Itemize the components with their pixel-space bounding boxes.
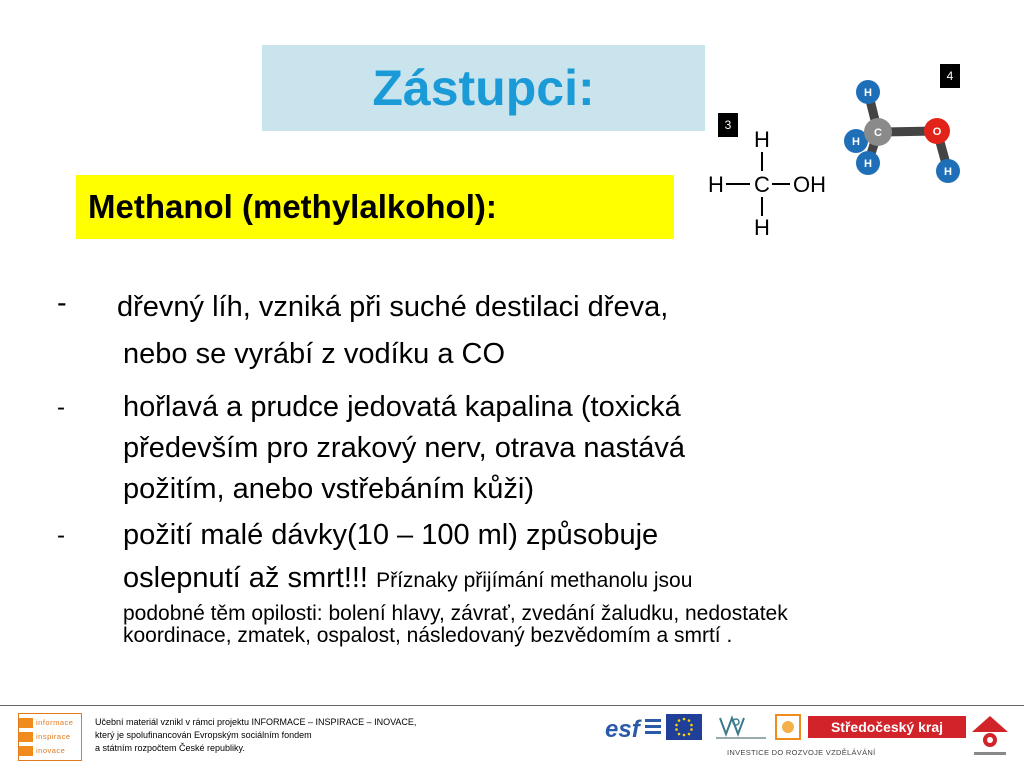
footer-divider xyxy=(0,705,1024,706)
symptoms-line: podobné těm opilosti: bolení hlavy, závrať, zvedání žaludku, nedostatek xyxy=(123,602,788,625)
subtitle: Methanol (methylalkohol): xyxy=(88,188,497,225)
bullet-line: především pro zrakový nerv, otrava nastává xyxy=(123,432,685,464)
bullet-line: hořlavá a prudce jedovatá kapalina (toxická xyxy=(123,391,681,423)
stredocesky-kraj-logo: Středočeský kraj xyxy=(808,716,966,738)
warning-text: oslepnutí až smrt!!! xyxy=(123,562,368,594)
symptoms-intro: Příznaky přijímání methanolu jsou xyxy=(376,569,693,592)
formula-atom-bottom: H xyxy=(754,215,770,240)
op-logo xyxy=(773,712,803,742)
bullet-dash: - xyxy=(57,287,67,319)
svg-text:H: H xyxy=(864,87,872,99)
page-title: Zástupci: xyxy=(372,60,595,116)
school-logo xyxy=(968,712,1012,760)
esf-logo xyxy=(603,713,663,743)
formula-atom-center: C xyxy=(754,172,770,197)
figure-badge-4: 4 xyxy=(940,64,960,88)
bullet-dash: - xyxy=(57,522,65,549)
svg-text:H: H xyxy=(852,136,860,148)
bullet-line: dřevný líh, vzniká při suché destilaci dřeva, xyxy=(117,291,669,323)
bullet-line: nebo se vyrábí z vodíku a CO xyxy=(123,338,506,370)
formula-atom-left: H xyxy=(708,172,724,197)
bullet-dash: - xyxy=(57,394,65,421)
bullet-line: požitím, anebo vstřebáním kůži) xyxy=(123,473,535,505)
svg-text:esf: esf xyxy=(605,716,640,743)
bullet-line-warning xyxy=(123,562,692,595)
investice-slogan: INVESTICE DO ROZVOJE VZDĚLÁVÁNÍ xyxy=(727,748,876,757)
footer-project-text: Učební materiál vznikl v rámci projektu INFORMACE – INSPIRACE – INOVACE, který je spolufinancován Evropským sociálním fondem a státním rozpočtem České republiky. xyxy=(95,717,417,753)
formula-atom-top: H xyxy=(754,127,770,152)
symptoms-line: koordinace, zmatek, ospalost, následovaný bezvědomím a smrtí . xyxy=(123,624,733,647)
svg-text:O: O xyxy=(932,126,942,138)
svg-text:C: C xyxy=(874,127,882,139)
eu-flag-icon xyxy=(666,714,702,740)
figure-badge-3: 3 xyxy=(718,113,738,137)
bullet-line: požití malé dávky(10 – 100 ml) způsobuje xyxy=(123,519,659,551)
svg-text:H: H xyxy=(864,158,872,170)
svg-text:H: H xyxy=(944,166,952,178)
informace-logo: informace inspirace inovace xyxy=(18,713,82,761)
formula-group-right: OH xyxy=(793,172,826,197)
ministry-logo xyxy=(712,712,770,742)
